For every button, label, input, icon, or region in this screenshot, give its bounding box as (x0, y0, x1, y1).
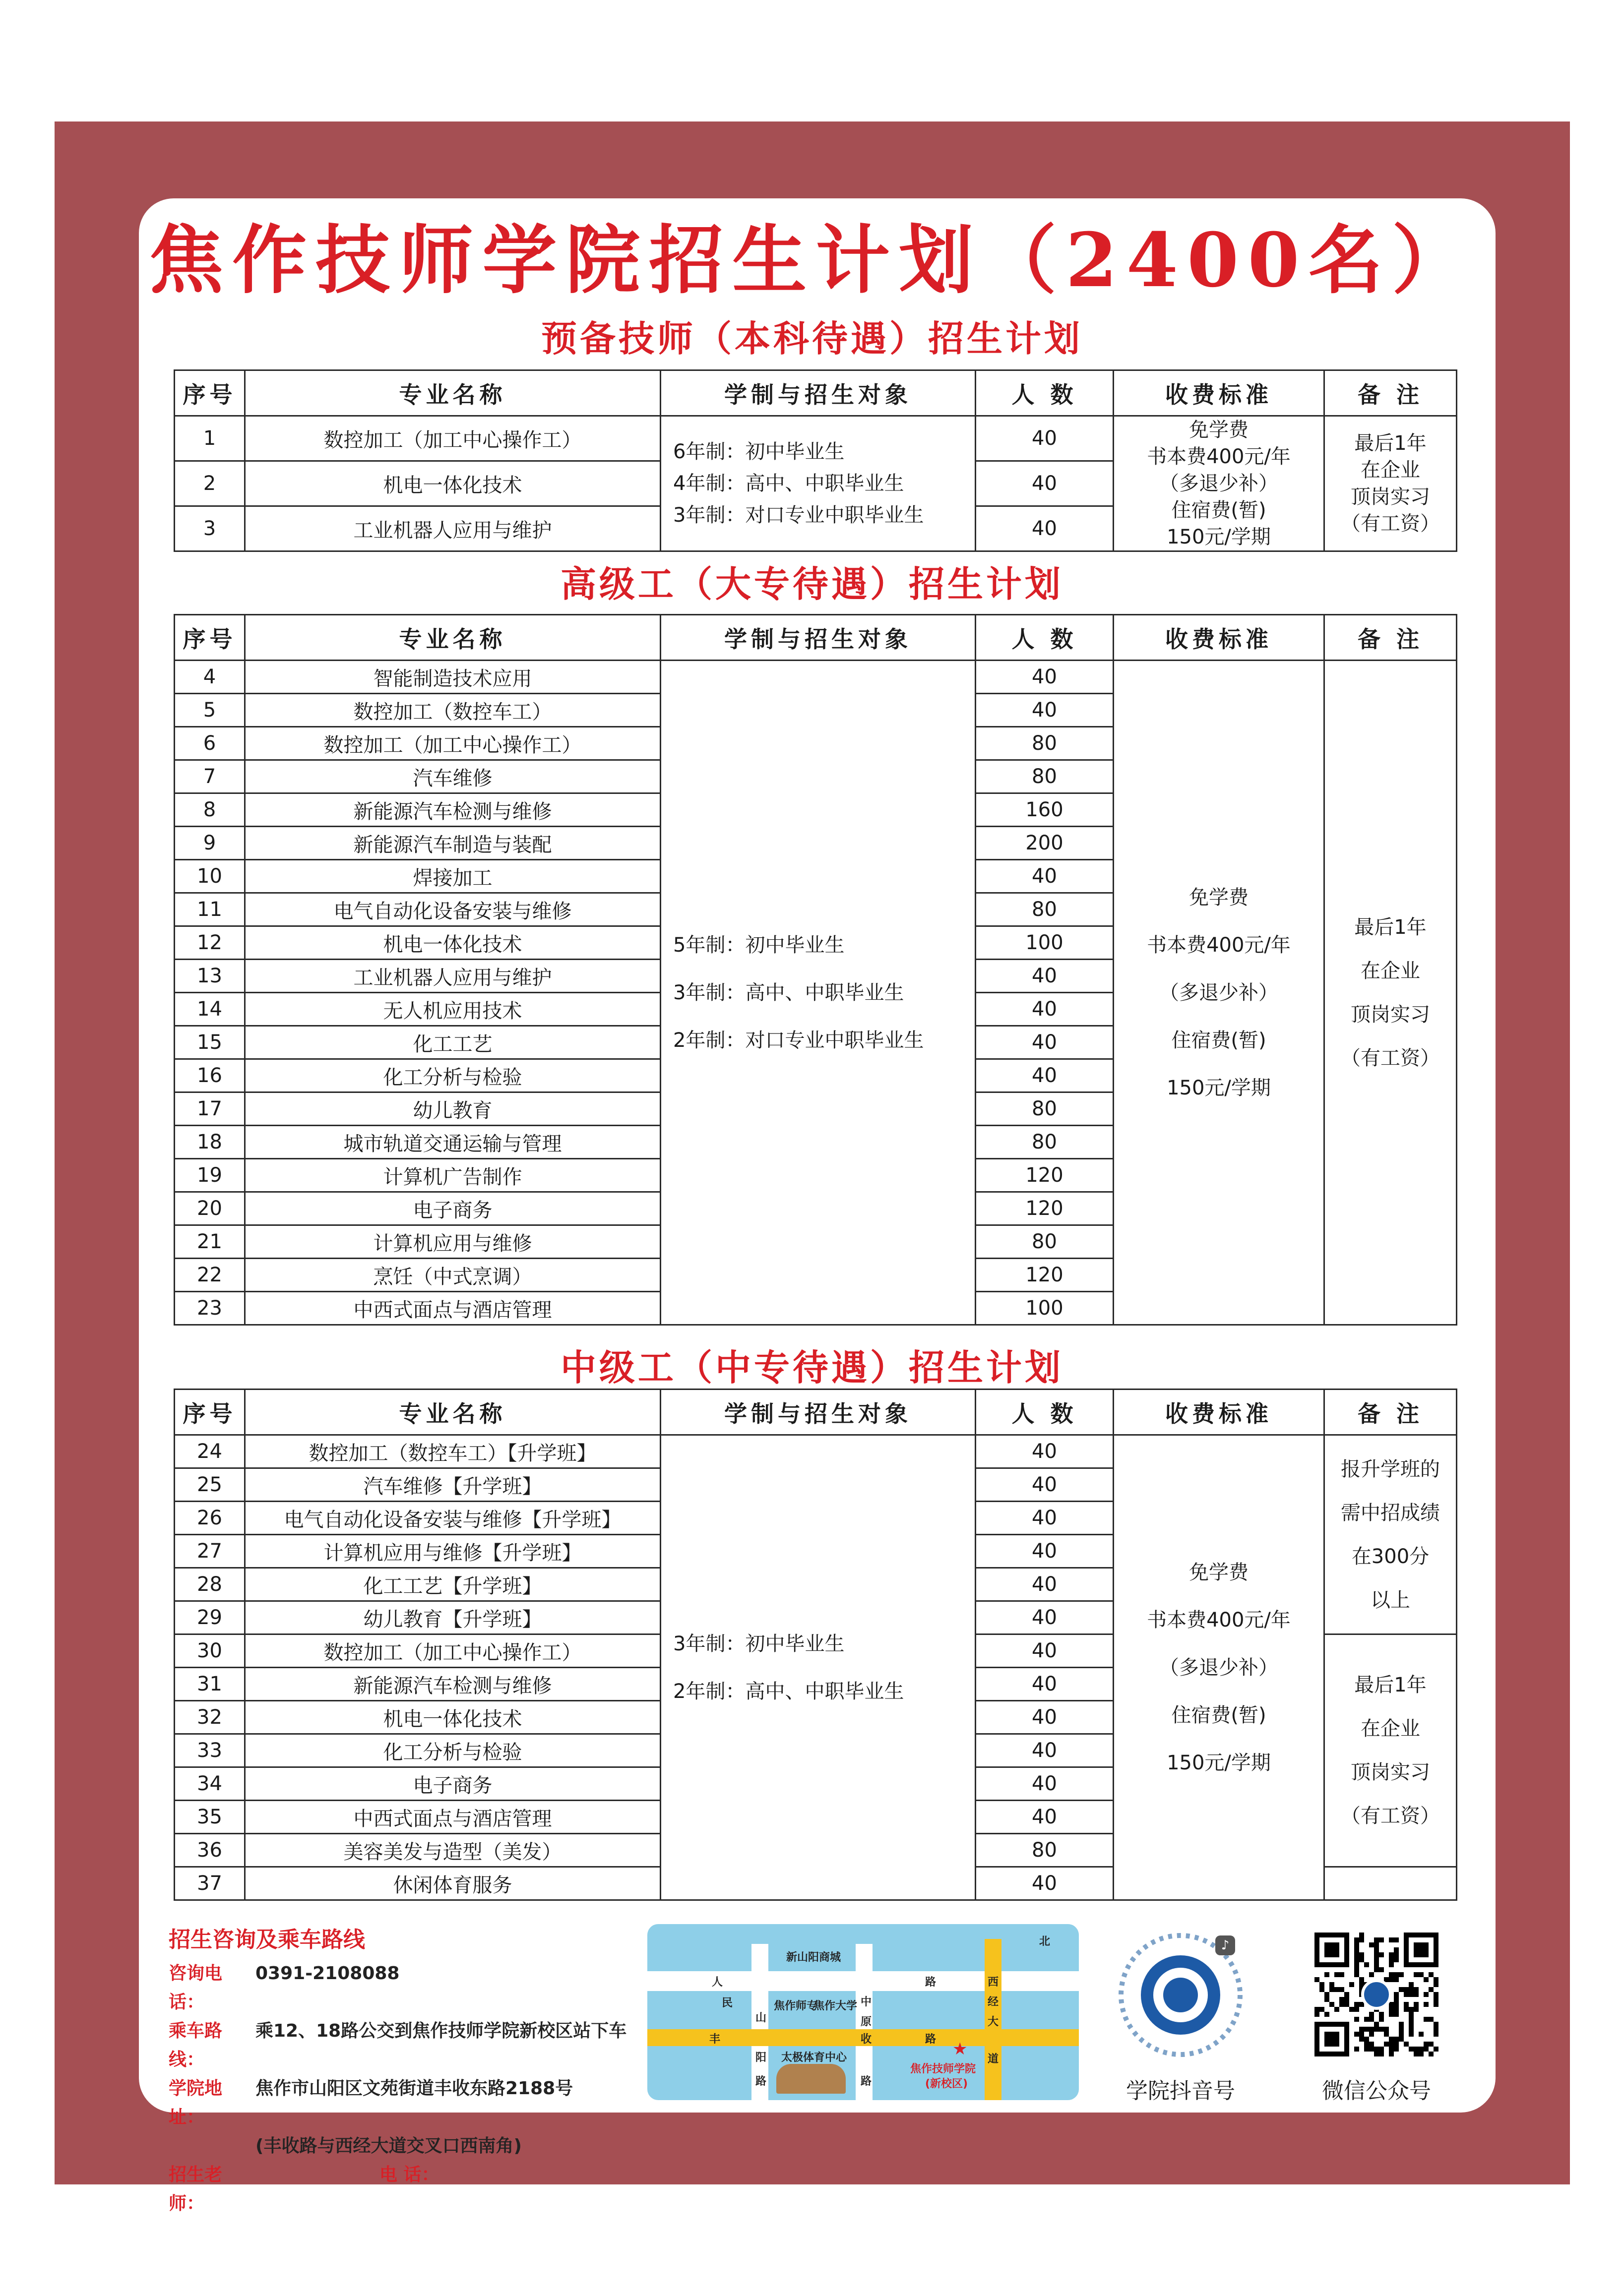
map-label: 太极体育中心 (781, 2052, 847, 2064)
note-line: （有工资） (1341, 1046, 1440, 1070)
teacher-label: 招生老师： (169, 2165, 223, 2214)
note-cell (1324, 1435, 1457, 1634)
row-no: 30 (175, 1634, 245, 1668)
table-row (175, 1435, 1457, 1468)
study-line: 6年制：初中毕业生 (673, 440, 845, 463)
douyin-label: 学院抖音号 (1126, 2078, 1235, 2104)
fee-line: （多退少补） (1159, 981, 1278, 1004)
row-major: 数控加工（加工中心操作工） (245, 416, 661, 461)
row-no: 36 (175, 1834, 245, 1867)
contact-title: 招生咨询及乘车路线 (169, 1927, 365, 1952)
row-no: 2 (175, 461, 245, 506)
map-label: 焦作大学 (813, 2000, 858, 2012)
row-no: 7 (175, 760, 245, 793)
row-major: 幼儿教育【升学班】 (245, 1601, 661, 1634)
wechat-label: 微信公众号 (1322, 2078, 1431, 2104)
row-no: 4 (175, 661, 245, 694)
section-title-preparatory: 预备技师（本科待遇）招生计划 (541, 318, 1083, 360)
study-line: 3年制：高中、中职毕业生 (673, 981, 904, 1004)
section-title-intermediate: 中级工（中专待遇）招生计划 (560, 1347, 1063, 1389)
note-line: 顶岗实习 (1351, 485, 1430, 508)
phone-label: 咨询电话： (169, 1963, 223, 2012)
row-major: 计算机应用与维修【升学班】 (245, 1535, 661, 1568)
header-major: 专业名称 (245, 615, 661, 661)
study-cell (661, 416, 976, 551)
row-no: 5 (175, 694, 245, 727)
note-line: 在企业 (1361, 459, 1420, 482)
fee-line: 书本费400元/年 (1147, 933, 1291, 957)
note-line: 在300分 (1351, 1545, 1430, 1568)
fee-line: （多退少补） (1159, 472, 1278, 495)
row-major: 电气自动化设备安装与维修【升学班】 (245, 1502, 661, 1535)
note-line: （有工资） (1341, 512, 1440, 535)
note-cell (1324, 416, 1457, 551)
map-label: 西 (988, 1976, 999, 1989)
row-no: 13 (175, 960, 245, 993)
row-count: 40 (976, 416, 1114, 461)
row-major: 数控加工（加工中心操作工） (245, 1634, 661, 1668)
row-major: 新能源汽车制造与装配 (245, 827, 661, 860)
phone-value: 0391-2108088 (255, 1963, 400, 1984)
note-cell (1324, 1634, 1457, 1867)
study-line: 4年制：高中、中职毕业生 (673, 472, 904, 495)
row-no: 23 (175, 1292, 245, 1325)
header-note: 备 注 (1324, 615, 1457, 661)
row-major: 数控加工（加工中心操作工） (245, 727, 661, 760)
note-cell (1324, 661, 1457, 1325)
row-no: 24 (175, 1435, 245, 1468)
row-count: 40 (976, 1867, 1114, 1900)
row-no: 22 (175, 1259, 245, 1292)
plan-table-preparatory (174, 369, 1457, 552)
row-count: 40 (976, 1701, 1114, 1734)
row-major: 电气自动化设备安装与维修 (245, 893, 661, 926)
row-count: 40 (976, 1535, 1114, 1568)
map-label: 路 (925, 1976, 937, 1989)
tel-label: 电 话： (379, 2165, 439, 2185)
row-major: 化工分析与检验 (245, 1059, 661, 1092)
contact-block (169, 1922, 655, 2218)
study-line: 5年制：初中毕业生 (673, 933, 845, 957)
row-no: 27 (175, 1535, 245, 1568)
row-major: 休闲体育服务 (245, 1867, 661, 1900)
header-note: 备 注 (1324, 1390, 1457, 1435)
map-label: 原 (861, 2016, 872, 2028)
row-count: 40 (976, 694, 1114, 727)
map-label: 路 (925, 2033, 937, 2046)
row-count: 40 (976, 661, 1114, 694)
row-no: 8 (175, 793, 245, 827)
fee-line: 免学费 (1189, 886, 1249, 909)
row-count: 80 (976, 1126, 1114, 1159)
study-line: 3年制：对口专业中职毕业生 (673, 504, 924, 527)
school-star-icon: ★ (952, 2039, 968, 2059)
row-no: 19 (175, 1159, 245, 1192)
fee-line: 免学费 (1189, 419, 1249, 441)
row-no: 33 (175, 1734, 245, 1767)
section-title-senior: 高级工（大专待遇）招生计划 (560, 563, 1063, 605)
address-note: (丰收路与西经大道交叉口西南角) (255, 2136, 522, 2156)
address-label: 学院地址： (169, 2078, 223, 2127)
row-count: 160 (976, 793, 1114, 827)
row-no: 15 (175, 1026, 245, 1059)
map-label: 丰 (709, 2033, 721, 2046)
row-major: 化工工艺【升学班】 (245, 1568, 661, 1601)
row-count: 40 (976, 993, 1114, 1026)
route-map (647, 1924, 1079, 2100)
map-label: 经 (988, 1996, 999, 2008)
row-major: 焊接加工 (245, 860, 661, 893)
row-major: 机电一体化技术 (245, 461, 661, 506)
row-count: 100 (976, 926, 1114, 960)
header-major: 专业名称 (245, 1390, 661, 1435)
row-no: 29 (175, 1601, 245, 1634)
row-count: 40 (976, 1059, 1114, 1092)
row-count: 80 (976, 1834, 1114, 1867)
note-line: 在企业 (1361, 1717, 1420, 1740)
fee-line: 住宿费(暂) (1171, 1028, 1266, 1052)
row-major: 美容美发与造型（美发） (245, 1834, 661, 1867)
row-no: 11 (175, 893, 245, 926)
row-count: 40 (976, 461, 1114, 506)
map-label: 路 (755, 2075, 767, 2088)
note-line: 以上 (1371, 1588, 1410, 1612)
row-major: 汽车维修【升学班】 (245, 1468, 661, 1502)
row-major: 机电一体化技术 (245, 1701, 661, 1734)
note-line: （有工资） (1341, 1805, 1440, 1827)
fee-cell (1114, 416, 1324, 551)
row-no: 31 (175, 1668, 245, 1701)
row-count: 100 (976, 1292, 1114, 1325)
douyin-qr-block (1114, 1922, 1248, 2105)
row-major: 电子商务 (245, 1192, 661, 1225)
fee-line: 书本费400元/年 (1147, 445, 1291, 468)
row-major: 中西式面点与酒店管理 (245, 1801, 661, 1834)
map-label: 路 (861, 2075, 872, 2088)
map-label: 新山阳商城 (786, 1951, 841, 1964)
fee-line: 住宿费(暂) (1171, 1703, 1266, 1727)
fee-line: 150元/学期 (1167, 526, 1271, 548)
table-row (175, 661, 1457, 694)
note-line: 最后1年 (1354, 915, 1427, 939)
poster-title: 焦作技师学院招生计划（2400名） (149, 217, 1475, 304)
fee-line: 书本费400元/年 (1147, 1608, 1291, 1631)
header-major: 专业名称 (245, 370, 661, 416)
study-cell (661, 1435, 976, 1900)
row-count: 120 (976, 1259, 1114, 1292)
row-no: 16 (175, 1059, 245, 1092)
row-no: 9 (175, 827, 245, 860)
row-major: 新能源汽车检测与维修 (245, 793, 661, 827)
row-no: 32 (175, 1701, 245, 1734)
row-major: 城市轨道交通运输与管理 (245, 1126, 661, 1159)
row-count: 120 (976, 1192, 1114, 1225)
fee-cell (1114, 1435, 1324, 1900)
row-no: 25 (175, 1468, 245, 1502)
fee-line: 免学费 (1189, 1561, 1249, 1584)
row-count: 200 (976, 827, 1114, 860)
fee-line: 150元/学期 (1167, 1751, 1271, 1774)
header-study: 学制与招生对象 (661, 615, 976, 661)
row-count: 80 (976, 1092, 1114, 1126)
row-major: 中西式面点与酒店管理 (245, 1292, 661, 1325)
bus-value: 乘12、18路公交到焦作技师学院新校区站下车 (255, 2021, 627, 2041)
table-header (175, 615, 1457, 661)
row-no: 34 (175, 1767, 245, 1801)
row-major: 汽车维修 (245, 760, 661, 793)
map-label: 道 (988, 2053, 999, 2065)
study-cell (661, 661, 976, 1325)
row-no: 17 (175, 1092, 245, 1126)
header-fee: 收费标准 (1114, 370, 1324, 416)
row-count: 40 (976, 1767, 1114, 1801)
header-fee: 收费标准 (1114, 1390, 1324, 1435)
row-count: 40 (976, 1026, 1114, 1059)
row-count: 40 (976, 1568, 1114, 1601)
table-row (175, 416, 1457, 461)
row-no: 21 (175, 1225, 245, 1259)
row-major: 机电一体化技术 (245, 926, 661, 960)
plan-table-intermediate (174, 1389, 1457, 1901)
header-study: 学制与招生对象 (661, 1390, 976, 1435)
map-label: 焦作技师学院 (910, 2063, 976, 2075)
row-no: 26 (175, 1502, 245, 1535)
table-header (175, 370, 1457, 416)
row-count: 40 (976, 1502, 1114, 1535)
header-study: 学制与招生对象 (661, 370, 976, 416)
row-no: 35 (175, 1801, 245, 1834)
wechat-qr-code (1310, 1922, 1443, 2068)
row-count: 40 (976, 1668, 1114, 1701)
row-major: 新能源汽车检测与维修 (245, 1668, 661, 1701)
map-label: 中 (861, 1996, 872, 2008)
row-count: 40 (976, 860, 1114, 893)
row-major: 幼儿教育 (245, 1092, 661, 1126)
row-count: 40 (976, 1734, 1114, 1767)
plan-table-senior (174, 614, 1457, 1326)
row-count: 40 (976, 1601, 1114, 1634)
row-major: 工业机器人应用与维护 (245, 506, 661, 551)
header-note: 备 注 (1324, 370, 1457, 416)
note-line: 顶岗实习 (1351, 1003, 1430, 1026)
note-line: 报升学班的 (1341, 1457, 1440, 1481)
header-count: 人 数 (976, 615, 1114, 661)
study-line: 2年制：高中、中职毕业生 (673, 1680, 904, 1703)
map-label: 阳 (755, 2052, 767, 2064)
note-line: 顶岗实习 (1351, 1761, 1430, 1784)
map-label: 收 (861, 2033, 872, 2046)
row-count: 40 (976, 1801, 1114, 1834)
fee-cell (1114, 661, 1324, 1325)
table-header (175, 1390, 1457, 1435)
row-no: 12 (175, 926, 245, 960)
row-major: 计算机广告制作 (245, 1159, 661, 1192)
header-no: 序号 (175, 1390, 245, 1435)
row-count: 40 (976, 1468, 1114, 1502)
study-line: 3年制：初中毕业生 (673, 1632, 845, 1655)
row-count: 80 (976, 1225, 1114, 1259)
row-no: 20 (175, 1192, 245, 1225)
header-no: 序号 (175, 615, 245, 661)
fee-line: 住宿费(暂) (1171, 499, 1266, 522)
row-count: 40 (976, 960, 1114, 993)
map-label: 民 (722, 1997, 733, 2009)
row-no: 37 (175, 1867, 245, 1900)
note-line: 在企业 (1361, 959, 1420, 982)
map-label: (新校区) (925, 2078, 968, 2090)
row-count: 120 (976, 1159, 1114, 1192)
note-line: 需中招成绩 (1341, 1501, 1440, 1524)
map-label: 焦作师专 (774, 2000, 818, 2012)
row-major: 数控加工（数控车工） (245, 694, 661, 727)
map-label: 北 (1039, 1935, 1051, 1948)
address-value: 焦作市山阳区文苑街道丰收东路2188号 (255, 2078, 573, 2099)
header-fee: 收费标准 (1114, 615, 1324, 661)
row-major: 烹饪（中式烹调） (245, 1259, 661, 1292)
map-label: 大 (988, 2016, 999, 2028)
row-count: 80 (976, 727, 1114, 760)
study-line: 2年制：对口专业中职毕业生 (673, 1028, 924, 1052)
row-major: 电子商务 (245, 1767, 661, 1801)
note-line: 最后1年 (1354, 1674, 1427, 1696)
fee-line: 150元/学期 (1167, 1076, 1271, 1099)
row-no: 10 (175, 860, 245, 893)
row-major: 化工工艺 (245, 1026, 661, 1059)
row-major: 工业机器人应用与维护 (245, 960, 661, 993)
svg-text:♪: ♪ (1221, 1938, 1230, 1953)
douyin-qr-code (1114, 1922, 1248, 2068)
wechat-qr-block (1310, 1922, 1443, 2105)
stadium-picture (776, 2064, 846, 2094)
row-major: 化工分析与检验 (245, 1734, 661, 1767)
fee-line: （多退少补） (1159, 1656, 1278, 1679)
row-count: 40 (976, 1634, 1114, 1668)
row-no: 14 (175, 993, 245, 1026)
row-no: 1 (175, 416, 245, 461)
bus-label: 乘车路线： (169, 2021, 223, 2070)
row-no: 18 (175, 1126, 245, 1159)
row-count: 40 (976, 1435, 1114, 1468)
header-count: 人 数 (976, 370, 1114, 416)
row-count: 40 (976, 506, 1114, 551)
row-major: 无人机应用技术 (245, 993, 661, 1026)
row-major: 数控加工（数控车工）【升学班】 (245, 1435, 661, 1468)
header-count: 人 数 (976, 1390, 1114, 1435)
note-line: 最后1年 (1354, 432, 1427, 455)
row-major: 计算机应用与维修 (245, 1225, 661, 1259)
map-label: 人 (712, 1976, 723, 1989)
row-major: 智能制造技术应用 (245, 661, 661, 694)
header-no: 序号 (175, 370, 245, 416)
row-no: 3 (175, 506, 245, 551)
note-empty (1324, 1867, 1457, 1900)
map-label: 山 (755, 2012, 767, 2024)
row-count: 80 (976, 760, 1114, 793)
row-no: 28 (175, 1568, 245, 1601)
row-count: 80 (976, 893, 1114, 926)
row-no: 6 (175, 727, 245, 760)
